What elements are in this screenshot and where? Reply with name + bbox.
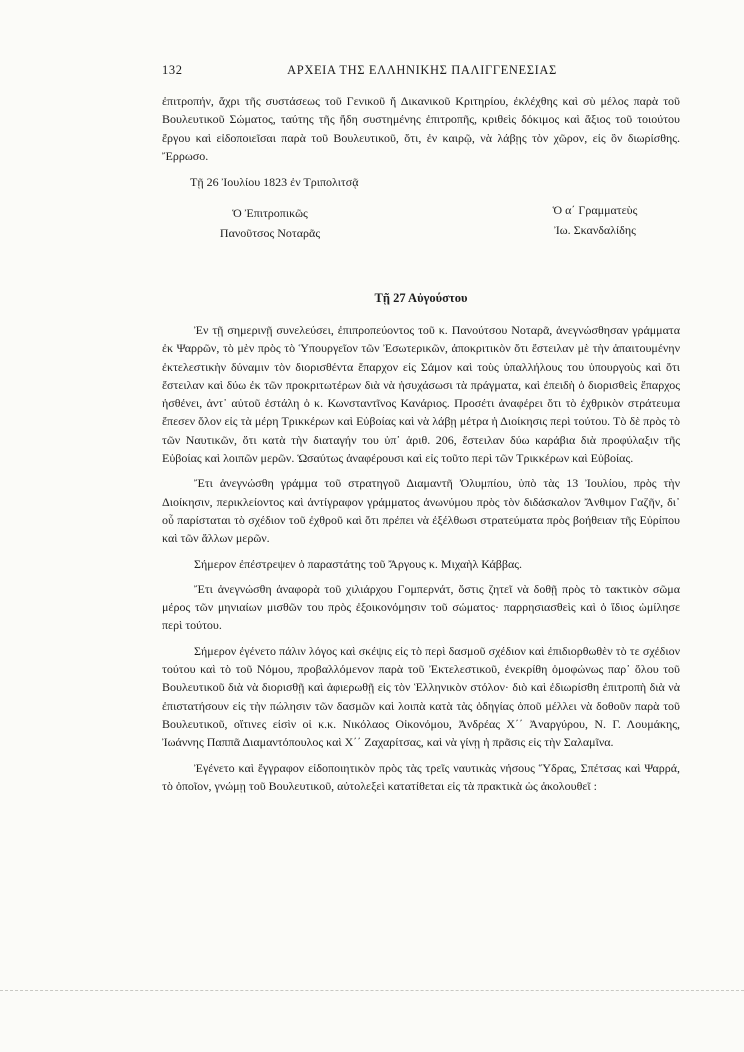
paragraph-1: Ἐν τῇ σημερινῇ συνελεύσει, ἐπιπροπεύοντος τοῦ κ. Πανούτσου Νοταρᾶ, ἀνεγνώσθησαν γράμματα ἐκ Ψαρρῶν, τὸ μὲν πρὸς τὸ Ὑπουργεῖον τῶν Ἐσωτερικῶν, ἀποκριτικὸν ὅτι ἔστειλαν μὲ τὴν ἀπαιτουμένην ἐκτελεστικὴν δύναμιν τὸν διορισθέντα ἔπαρχον εἰς Σάμον καὶ τοὺς ὑπαλλήλους του ὑπουργοὺς καὶ ὅτι ἔστειλαν καὶ δύω ἐκ τῶν προκριτωτέρων διὰ νὰ ἡσυχάσωσι τὰ πράγματα, καὶ ἐπειδὴ ὁ διορισθεὶς ἔπαρχος ἠσθένει, ἀντ᾿ αὐτοῦ ἐστάλη ὁ κ. Κωνσταντῖνος Κανάριος. Προσέτι ἀναφέρει ὅτι τὸ ἐχθρικὸν στράτευμα ἔπεσεν ὅλον εἰς τὰ μέρη Τρικκέρων καὶ Εὐβοίας καὶ νὰ λάβῃ μέτρα ἡ Διοίκησις περὶ τούτου. Τὸ δὲ πρὸς τὸ τῶν Ναυτικῶν, ὅτι κατὰ τὴν διαταγήν του ὑπ᾿ ἀριθ. 206, ἔστειλαν δύω καράβια διὰ προφύλαξιν τῆς Εὐβοίας καὶ λοιπῶν μερῶν. Ὡσαύτως ἀναφέρουσι καὶ εἰς τοῦτο περὶ τῶν Τρικκέρων καὶ Εὐβοίας. [162, 323, 680, 466]
signature-right-name: Ἰω. Σκανδαλίδης [554, 223, 636, 237]
intro-paragraph: ἐπιτροπήν, ἄχρι τῆς συστάσεως τοῦ Γενικοῦ ἤ Δικανικοῦ Κριτηρίου, ἐκλέχθης καὶ σὺ μέλος παρὰ τοῦ Βουλευτικοῦ Σώματος, ταύτης τῆς ἤδη συστημένης ἐπιτροπῆς, κριθεὶς δόκιμος καὶ ἄξιος τοῦ τοιούτου ἔργου καὶ εἰδοποιεῖσαι παρὰ τοῦ Βουλευτικοῦ, ὅτι, ἐν καιρῷ, νὰ λάβῃς τὸν χῶρον, εἰς ὃν διωρίσθης. Ἔρρωσο. [162, 94, 680, 163]
signature-right-title: Ὁ α΄ Γραμματεὺς [552, 203, 638, 217]
signature-left-name: Πανοῦτσος Νοταρᾶς [219, 226, 321, 240]
page-header [162, 63, 682, 83]
paragraph-3: Σήμερον ἐπέστρεψεν ὁ παραστάτης τοῦ Ἄργους κ. Μιχαὴλ Κάββας. [194, 556, 523, 571]
running-title: ΑΡΧΕΙΑ ΤΗΣ ΕΛΛΗΝΙΚΗΣ ΠΑΛΙΓΓΕΝΕΣΙΑΣ [287, 63, 557, 77]
dateline: Τῇ 26 Ἰουλίου 1823 ἐν Τριπολιτσᾷ [190, 175, 359, 189]
signature-left-title: Ὁ Ἐπιτροπικῶς [232, 206, 308, 220]
signature-left [200, 203, 340, 243]
minutes-text-block [162, 321, 680, 802]
paragraph-4: Ἔτι ἀνεγνώσθη ἀναφορὰ τοῦ χιλιάρχου Γομπερνάτ, ὅστις ζητεῖ νὰ δοθῇ πρὸς τὸ τακτικὸν σῶμα μέρος τῶν μηνιαίων μισθῶν του πρὸς ἐξοικονόμησιν τοῦ σώματος· παρρησιασθεὶς καὶ ὁ ἴδιος ὡμίλησε περὶ τούτου. [162, 581, 680, 633]
signature-right [510, 200, 680, 240]
paragraph-5: Σήμερον ἐγένετο πάλιν λόγος καὶ σκέψις εἰς τὸ περὶ δασμοῦ σχέδιον καὶ ἐπιδιορθωθὲν τὸ τε σχέδιον τούτου καὶ τὸ τοῦ Νόμου, προβαλλόμενον παρὰ τοῦ Ἐκτελεστικοῦ, ἐνεκρίθη ὁμοφώνως παρ᾿ ὅλου τοῦ Βουλευτικοῦ διὰ νὰ διορισθῇ καὶ ἀφιερωθῇ εἰς τὸν Ἑλληνικὸν στόλον· διὸ καὶ ἐδιωρίσθη ἐπιτροπὴ διὰ νὰ ἐπιστατήσουν εἰς τὴν πώλησιν τῶν δασμῶν καὶ λοιπὰ κατὰ τὰς ὁδηγίας ὁποῦ μέλλει νὰ δοθοῦν παρὰ τοῦ Βουλευτικοῦ, οἵτινες εἰσὶν οἱ κ.κ. Νικόλαος Οἰκονόμου, Ἀνδρέας Χ΄΄ Ἀναργύρου, Ν. Γ. Λουμάκης, Ἰωάννης Παππᾶ Διαμαντόπουλος καὶ Χ΄΄ Ζαχαρίτσας, καὶ νὰ γίνῃ ἡ πρᾶσις εἰς τὴν Σαλαμῖνα. [162, 643, 680, 750]
intro-text-block [162, 92, 680, 172]
section-heading: Τῇ 27 Αὐγούστου [374, 291, 468, 305]
scan-divider-line [0, 990, 744, 991]
page-number: 132 [162, 63, 183, 77]
paragraph-2: Ἔτι ἀνεγνώσθη γράμμα τοῦ στρατηγοῦ Διαμαντῆ Ὀλυμπίου, ὑπὸ τὰς 13 Ἰουλίου, πρὸς τὴν Διοίκησιν, περικλείοντος καὶ ἀντίγραφον γράμματος ἀνωνύμου πρὸς τὸν διδάσκαλον Ἄνθιμον Γαζῆν, δι᾿ οὗ παρίσταται τὸ σχέδιον τοῦ ἐχθροῦ καὶ ὅτι πρέπει νὰ ἐξέλθωσι στρατεύματα πρὸς βοήθειαν τῆς Εὐρίπου καὶ τῶν ἄλλων μερῶν. [162, 476, 680, 546]
paragraph-6: Ἐγένετο καὶ ἔγγραφον εἰδοποιητικὸν πρὸς τὰς τρεῖς ναυτικὰς νήσους Ὕδρας, Σπέτσας καὶ Ψαρρά, τὸ ὁποῖον, γνώμῃ τοῦ Βουλευτικοῦ, αὐτολεξεὶ κατατίθεται εἰς τὰ πρακτικὰ ὡς ἀκολουθεῖ : [162, 760, 680, 793]
